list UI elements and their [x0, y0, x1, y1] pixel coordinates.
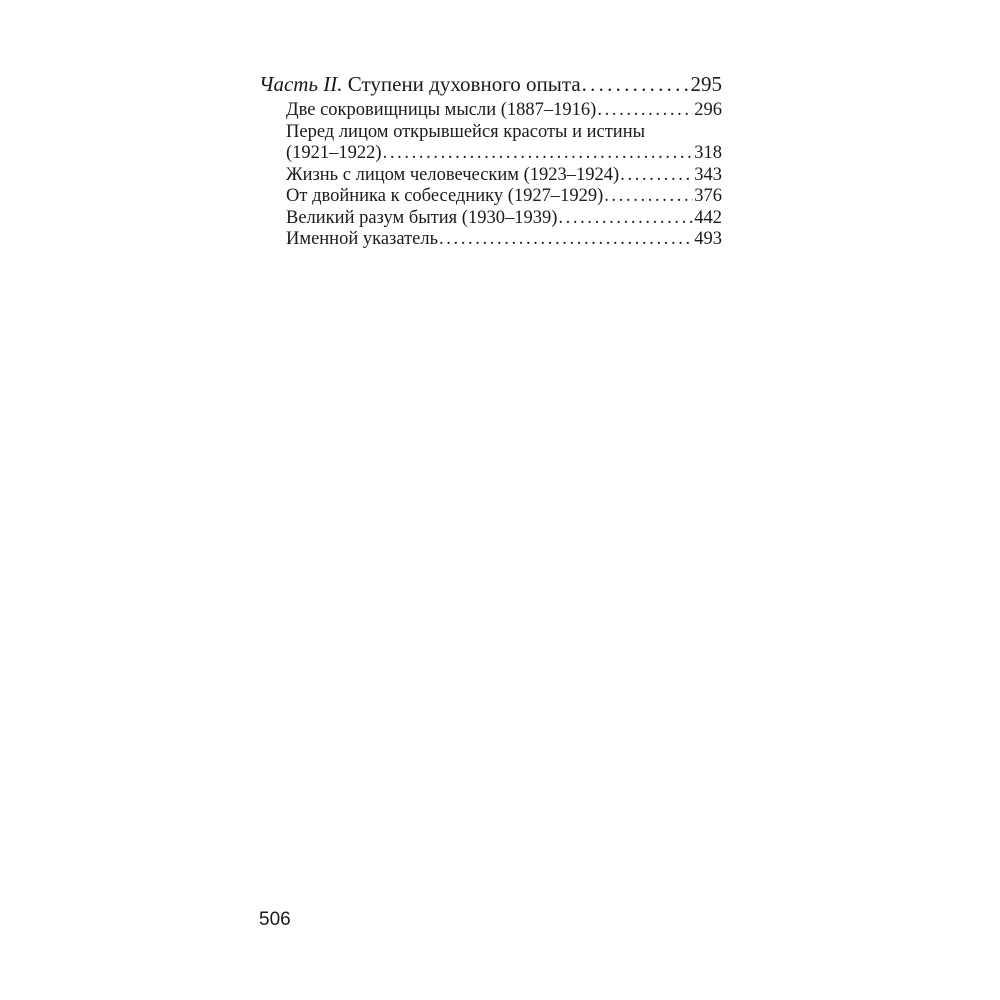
toc-chapter-entry — [259, 229, 722, 251]
toc-chapter-title: Великий разум бытия (1930–1939) — [286, 207, 558, 228]
toc-chapter-entry — [259, 208, 722, 230]
toc-page-number: 442 — [694, 207, 722, 228]
dot-leader — [620, 165, 693, 187]
toc-chapter-title: Жизнь с лицом человеческим (1923–1924) — [286, 164, 620, 185]
dot-leader — [383, 143, 694, 165]
toc-chapter-title: Именной указатель — [286, 229, 439, 249]
toc-page-number: 343 — [694, 164, 722, 185]
toc-page-number: 296 — [694, 100, 722, 120]
table-of-contents — [259, 70, 722, 251]
toc-chapter-entry — [259, 143, 722, 165]
toc-page-number: 493 — [694, 229, 722, 249]
dot-leader — [597, 100, 693, 122]
toc-part-entry — [259, 70, 722, 98]
dot-leader — [439, 229, 693, 251]
toc-part-title — [259, 70, 581, 98]
toc-page-number: 318 — [694, 143, 722, 163]
toc-chapter-entry — [259, 186, 722, 208]
toc-chapter-title: От двойника к собеседнику (1927–1929) — [286, 186, 604, 206]
toc-page-number: 376 — [694, 186, 722, 206]
page-number: 506 — [259, 909, 291, 930]
dot-leader — [582, 70, 690, 98]
toc-part-name: Ступени духовного опыта — [347, 72, 581, 96]
toc-chapter-entry — [259, 165, 722, 187]
dot-leader — [604, 186, 693, 208]
toc-part-label: Часть II. — [259, 72, 343, 96]
dot-leader — [558, 208, 693, 230]
toc-page-number: 295 — [690, 72, 722, 96]
toc-chapter-title: Две сокровищницы мысли (1887–1916) — [286, 100, 597, 120]
toc-chapter-title: (1921–1922) — [286, 143, 382, 163]
toc-chapter-entry — [259, 100, 722, 122]
toc-chapter-title-line: Перед лицом открывшейся красоты и истины — [286, 121, 646, 142]
